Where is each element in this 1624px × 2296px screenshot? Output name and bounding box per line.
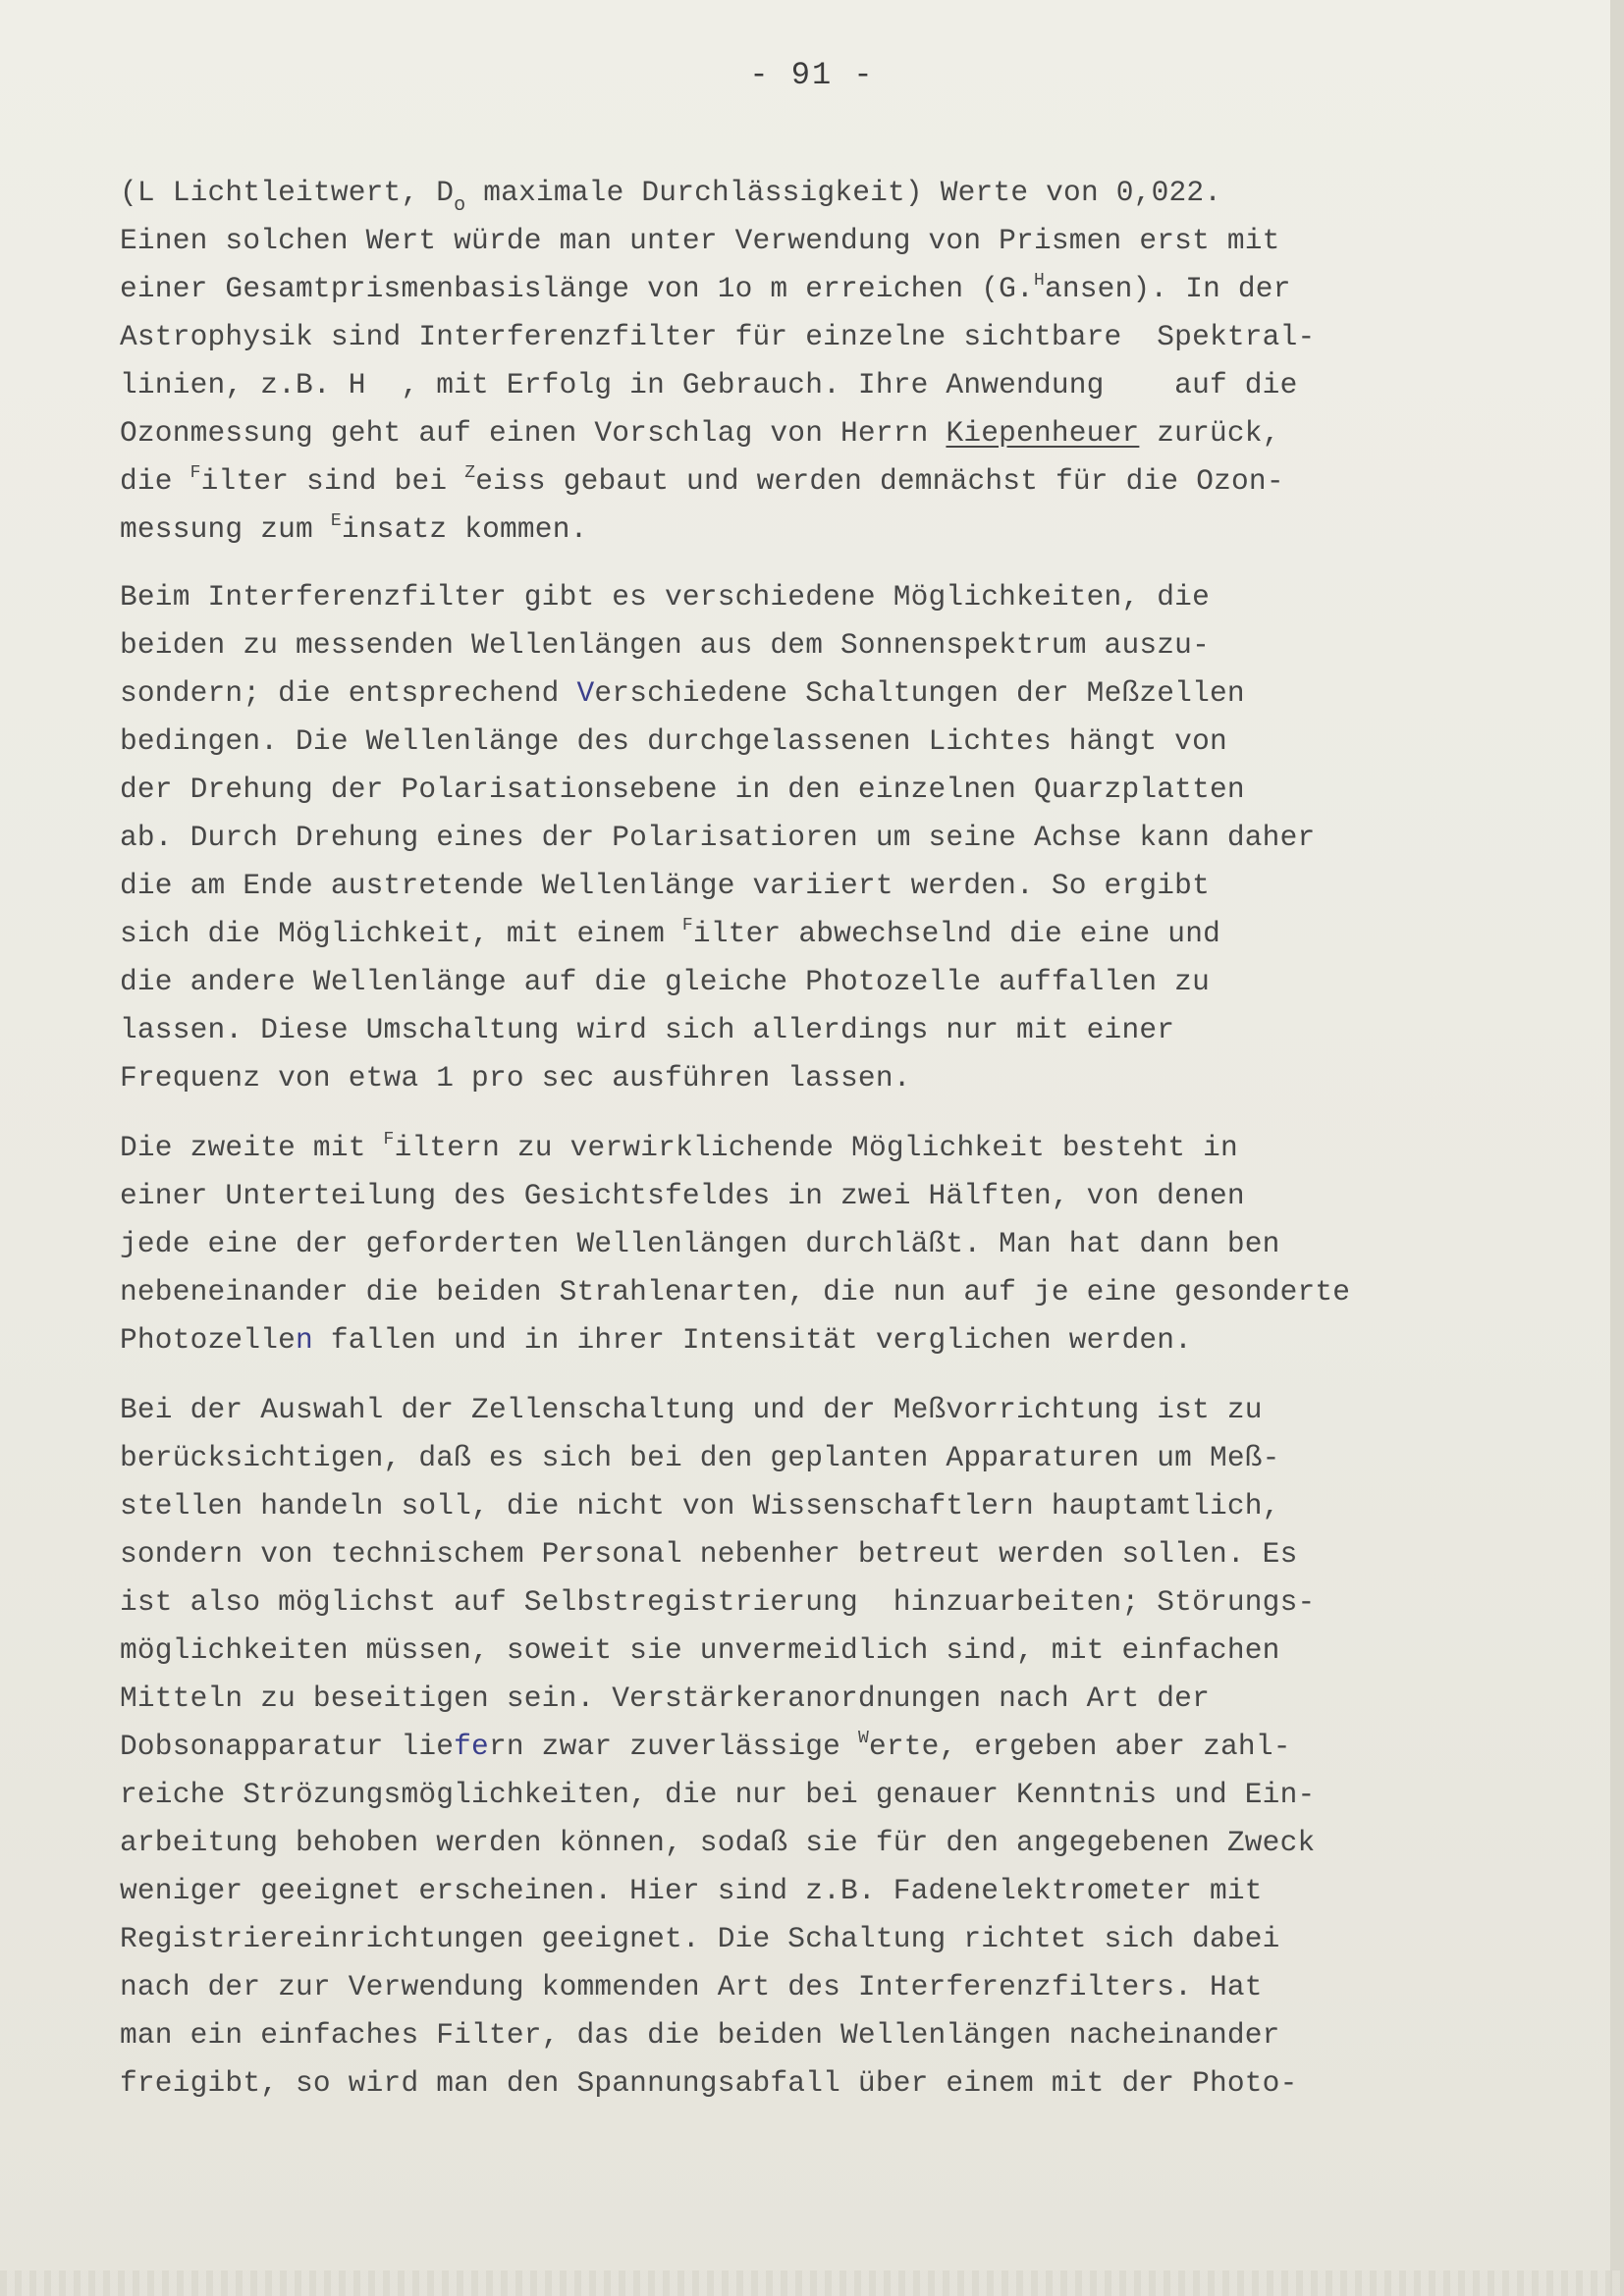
text-line (120, 1172, 1514, 1220)
text-run: Ozonmessung geht auf einen Vorschlag von Herrn (120, 416, 947, 450)
text-line (120, 718, 1514, 766)
text-line (120, 862, 1514, 910)
text-line (120, 1434, 1514, 1482)
text-line (120, 621, 1514, 669)
raised-capital: F (383, 1130, 395, 1149)
text-run: ist also möglichst auf Selbstregistrierung hinzuarbeiten; Störungs- (120, 1585, 1316, 1619)
text-line (120, 1578, 1514, 1627)
paragraph (120, 573, 1514, 1102)
text-line (120, 1963, 1514, 2011)
text-line (120, 361, 1514, 409)
text-run: (L Lichtleitwert, D (120, 176, 455, 209)
text-run: Registriereinrichtungen geeignet. Die Schaltung richtet sich dabei (120, 1922, 1280, 1955)
text-run: fallen und in ihrer Intensität verglichen werden. (312, 1323, 1193, 1357)
text-run: zurück, (1139, 416, 1280, 450)
paragraph (120, 1386, 1514, 2108)
underlined-name: Kiepenheuer (946, 416, 1140, 450)
text-run: nach der zur Verwendung kommenden Art des Interferenzfilters. Hat (120, 1970, 1263, 2003)
text-line (120, 2059, 1514, 2108)
text-run: maximale Durchlässigkeit) Werte von 0,022. (465, 176, 1222, 209)
text-line (120, 1675, 1514, 1723)
text-run: ilter sind bei (200, 464, 465, 498)
text-run: einer Unterteilung des Gesichtsfeldes in zwei Hälften, von denen (120, 1179, 1245, 1212)
text-line (120, 910, 1514, 958)
text-line (120, 958, 1514, 1006)
typewritten-text (120, 169, 1514, 2129)
text-run: der Drehung der Polarisationsebene in den einzelnen Quarzplatten (120, 773, 1245, 806)
text-run: die andere Wellenlänge auf die gleiche Photozelle auffallen zu (120, 965, 1210, 998)
paragraph (120, 169, 1514, 554)
scan-edge-bottom (0, 2270, 1624, 2296)
handwritten-correction: fe (454, 1730, 489, 1763)
raised-capital: H (1033, 271, 1045, 291)
text-run: Frequenz von etwa 1 pro sec ausführen lassen. (120, 1061, 911, 1095)
text-line (120, 457, 1514, 506)
text-run: jede eine der geforderten Wellenlängen durchläßt. Man hat dann ben (120, 1227, 1280, 1260)
text-run: einer Gesamtprismenbasislänge von 1o m erreichen (G. (120, 272, 1034, 305)
text-line (120, 1915, 1514, 1963)
text-run: Astrophysik sind Interferenzfilter für einzelne sichtbare Spektral- (120, 320, 1316, 353)
text-run: möglichkeiten müssen, soweit sie unvermeidlich sind, mit einfachen (120, 1633, 1280, 1667)
text-run: ilter abwechselnd die eine und (692, 917, 1221, 950)
text-line (120, 1627, 1514, 1675)
text-run: nebeneinander die beiden Strahlenarten, die nun auf je eine gesonderte (120, 1275, 1351, 1308)
text-run: Photozelle (120, 1323, 297, 1357)
text-run: erschiedene Schaltungen der Meßzellen (594, 676, 1245, 710)
text-line (120, 1723, 1514, 1771)
text-line (120, 217, 1514, 265)
raised-capital: F (189, 463, 201, 483)
text-line (120, 265, 1514, 313)
text-line (120, 409, 1514, 457)
text-line (120, 669, 1514, 718)
text-run: freigibt, so wird man den Spannungsabfall über einem mit der Photo- (120, 2066, 1298, 2100)
text-run: linien, z.B. H , mit Erfolg in Gebrauch. Ihre Anwendung auf die (120, 368, 1298, 401)
text-run: Die zweite mit (120, 1131, 384, 1164)
text-line (120, 1006, 1514, 1054)
text-run: eiss gebaut und werden demnächst für die Ozon- (475, 464, 1284, 498)
raised-capital: F (681, 916, 693, 935)
text-run: rn zwar zuverlässige (488, 1730, 858, 1763)
raised-capital: E (330, 511, 342, 531)
scan-edge (1610, 0, 1624, 2296)
subscript: o (454, 194, 466, 217)
text-run: messung zum (120, 512, 331, 546)
text-run: stellen handeln soll, die nicht von Wissenschaftlern hauptamtlich, (120, 1489, 1280, 1522)
text-run: insatz kommen. (341, 512, 588, 546)
text-run: sondern; die entsprechend (120, 676, 577, 710)
text-run: ab. Durch Drehung eines der Polarisatioren um seine Achse kann daher (120, 821, 1316, 854)
text-run: Beim Interferenzfilter gibt es verschiedene Möglichkeiten, die (120, 580, 1210, 614)
text-run: iltern zu verwirklichende Möglichkeit besteht in (394, 1131, 1238, 1164)
text-line (120, 573, 1514, 621)
text-run: arbeitung behoben werden können, sodaß sie für den angegebenen Zweck (120, 1826, 1316, 1859)
raised-capital: W (857, 1729, 869, 1748)
text-line (120, 1386, 1514, 1434)
text-line (120, 1054, 1514, 1102)
text-run: die am Ende austretende Wellenlänge variiert werden. So ergibt (120, 869, 1210, 902)
page-number: - 91 - (749, 57, 875, 93)
text-run: Bei der Auswahl der Zellenschaltung und der Meßvorrichtung ist zu (120, 1393, 1263, 1426)
paragraph (120, 1124, 1514, 1364)
handwritten-correction: n (296, 1323, 313, 1357)
text-run: berücksichtigen, daß es sich bei den geplanten Apparaturen um Meß- (120, 1441, 1280, 1474)
handwritten-correction: V (576, 676, 595, 710)
text-line (120, 313, 1514, 361)
text-line (120, 1124, 1514, 1172)
text-line (120, 1316, 1514, 1364)
text-line (120, 1268, 1514, 1316)
text-run: sich die Möglichkeit, mit einem (120, 917, 682, 950)
text-run: die (120, 464, 190, 498)
text-line (120, 814, 1514, 862)
text-run: Dobsonapparatur lie (120, 1730, 455, 1763)
text-run: bedingen. Die Wellenlänge des durchgelassenen Lichtes hängt von (120, 724, 1227, 758)
text-run: beiden zu messenden Wellenlängen aus dem Sonnenspektrum auszu- (120, 628, 1210, 662)
text-run: reiche Strözungsmöglichkeiten, die nur bei genauer Kenntnis und Ein- (120, 1778, 1316, 1811)
text-run: Einen solchen Wert würde man unter Verwendung von Prismen erst mit (120, 224, 1280, 257)
text-run: man ein einfaches Filter, das die beiden Wellenlängen nacheinander (120, 2018, 1280, 2052)
text-line (120, 1482, 1514, 1530)
text-run: weniger geeignet erscheinen. Hier sind z.B. Fadenelektrometer mit (120, 1874, 1263, 1907)
raised-capital: Z (464, 463, 476, 483)
text-line (120, 1771, 1514, 1819)
text-line (120, 2011, 1514, 2059)
text-run: erte, ergeben aber zahl- (868, 1730, 1291, 1763)
text-line (120, 1220, 1514, 1268)
text-run: sondern von technischem Personal nebenher betreut werden sollen. Es (120, 1537, 1298, 1571)
text-line (120, 1530, 1514, 1578)
text-run: ansen). In der (1044, 272, 1291, 305)
text-line (120, 506, 1514, 554)
text-run: lassen. Diese Umschaltung wird sich allerdings nur mit einer (120, 1013, 1175, 1046)
text-line (120, 1819, 1514, 1867)
text-run: Mitteln zu beseitigen sein. Verstärkeranordnungen nach Art der (120, 1682, 1210, 1715)
text-line (120, 766, 1514, 814)
text-line (120, 1867, 1514, 1915)
text-line (120, 169, 1514, 217)
